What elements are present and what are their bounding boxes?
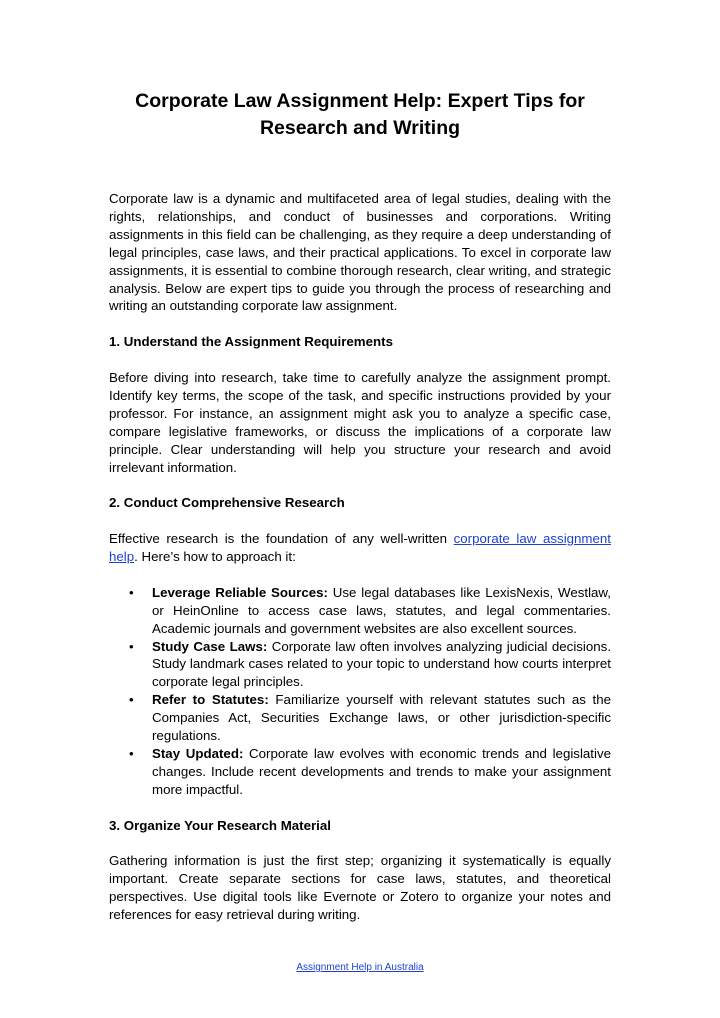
list-item-label: Leverage Reliable Sources: xyxy=(152,584,328,600)
list-item xyxy=(109,638,611,692)
document-body xyxy=(109,88,611,924)
footer-link[interactable]: Assignment Help in Australia xyxy=(296,962,424,973)
section-3-body: Gathering information is just the first step; organizing it systematically is equally important. Create separate sections for case laws, statutes, and theoretical perspectives. Use digital tools like Evernote or Zotero to organize your notes and references for easy retrieval during writing. xyxy=(109,853,611,923)
list-item xyxy=(109,745,611,799)
bullet-icon: • xyxy=(129,746,134,762)
section-2-body-after: . Here’s how to approach it: xyxy=(134,549,296,565)
research-tips-list xyxy=(109,584,611,799)
list-item xyxy=(109,691,611,745)
section-1-heading: 1. Understand the Assignment Requirements xyxy=(109,334,393,350)
bullet-icon: • xyxy=(129,638,134,654)
corporate-law-assignment-help-link[interactable]: corporate law assignment help xyxy=(109,531,611,565)
list-item xyxy=(109,584,611,638)
footer xyxy=(0,961,720,975)
list-item-label: Study Case Laws: xyxy=(152,638,268,654)
list-item-text: Corporate law often involves analyzing judicial decisions. Study landmark cases related to your topic to understand how courts interpret corporate legal principles. xyxy=(152,638,612,690)
section-2-body xyxy=(109,530,611,566)
list-item-label: Stay Updated: xyxy=(152,746,244,762)
bullet-icon: • xyxy=(129,584,134,600)
list-item-text: Familiarize yourself with relevant statutes such as the Companies Act, Securities Exchange laws, or other jurisdiction-specific regulations. xyxy=(152,692,611,744)
bullet-icon: • xyxy=(129,692,134,708)
list-item-text: Use legal databases like LexisNexis, Westlaw, or HeinOnline to access case laws, statutes, and legal commentaries. Academic journals and government websites are also excellent sources. xyxy=(152,584,611,636)
list-item-text: Corporate law evolves with economic trends and legislative changes. Include recent developments and trends to make your assignment more impactful. xyxy=(152,746,611,797)
section-2-heading: 2. Conduct Comprehensive Research xyxy=(109,495,345,511)
intro-paragraph: Corporate law is a dynamic and multifaceted area of legal studies, dealing with the rights, relationships, and conduct of businesses and corporations. Writing assignments in this field can be challenging, as they require a deep understanding of legal principles, case laws, and their practical applications. To excel in corporate law assignments, it is essential to combine thorough research, clear writing, and strategic analysis. Below are expert tips to guide you through the process of researching and writing an outstanding corporate law assignment. xyxy=(109,191,611,314)
page-title: Corporate Law Assignment Help: Expert Tips for Research and Writing xyxy=(135,90,585,139)
section-1-body: Before diving into research, take time to carefully analyze the assignment prompt. Identify key terms, the scope of the task, and specific instructions provided by your professor. For instance, an assignment might ask you to analyze a specific case, compare legislative frameworks, or discuss the implications of a corporate law principle. Clear understanding will help you structure your research and avoid irrelevant information. xyxy=(109,370,611,475)
list-item-label: Refer to Statutes: xyxy=(152,692,269,708)
section-2-body-before: Effective research is the foundation of any well-written xyxy=(109,531,454,547)
section-3-heading: 3. Organize Your Research Material xyxy=(109,817,331,833)
